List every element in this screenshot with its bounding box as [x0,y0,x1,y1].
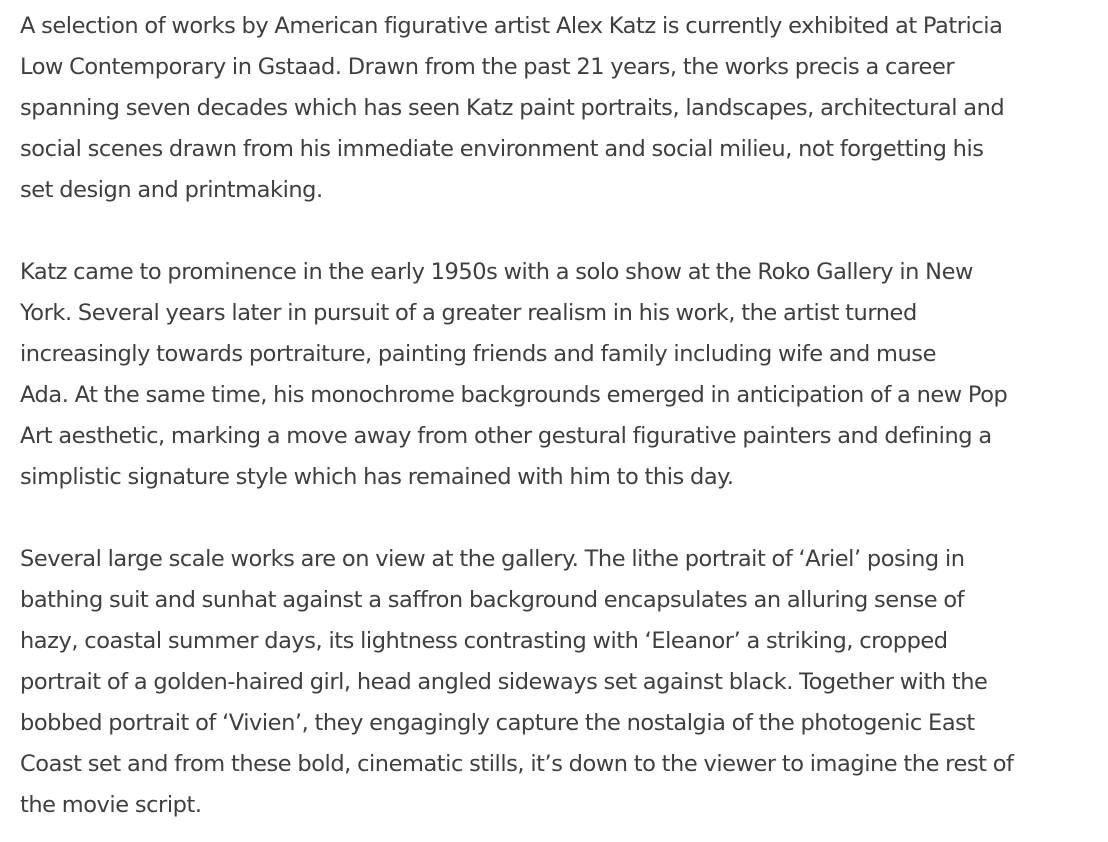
paragraph-line: simplistic signature style which has remained with him to this day. [20,464,734,490]
paragraph-line: Several large scale works are on view at the gallery. The lithe portrait of ‘Ariel’ posing in [20,546,965,572]
paragraph-line: Ada. At the same time, his monochrome backgrounds emerged in anticipation of a new Pop [20,382,1008,408]
paragraph-history [20,252,1098,498]
paragraph-line: Katz came to prominence in the early 1950s with a solo show at the Roko Gallery in New [20,259,973,285]
paragraph-works [20,539,1098,826]
paragraph-line: portrait of a golden-haired girl, head angled sideways set against black. Together with the [20,669,988,695]
paragraph-line: Art aesthetic, marking a move away from other gestural figurative painters and defining a [20,423,992,449]
paragraph-line: A selection of works by American figurative artist Alex Katz is currently exhibited at Patricia [20,13,1003,39]
paragraph-line: the movie script. [20,792,202,818]
paragraph-line: Low Contemporary in Gstaad. Drawn from the past 21 years, the works precis a career [20,54,955,80]
paragraph-line: set design and printmaking. [20,177,323,203]
paragraph-intro [20,6,1098,211]
paragraph-line: spanning seven decades which has seen Katz paint portraits, landscapes, architectural and [20,95,1005,121]
paragraph-line: bathing suit and sunhat against a saffron background encapsulates an alluring sense of [20,587,965,613]
paragraph-line: York. Several years later in pursuit of a greater realism in his work, the artist turned [20,300,917,326]
paragraph-line: social scenes drawn from his immediate environment and social milieu, not forgetting his [20,136,984,162]
article-body [20,6,1098,826]
paragraph-line: hazy, coastal summer days, its lightness contrasting with ‘Eleanor’ a striking, cropped [20,628,948,654]
paragraph-line: increasingly towards portraiture, painting friends and family including wife and muse [20,341,936,367]
paragraph-line: bobbed portrait of ‘Vivien’, they engagingly capture the nostalgia of the photogenic East [20,710,975,736]
paragraph-line: Coast set and from these bold, cinematic stills, it’s down to the viewer to imagine the rest of [20,751,1014,777]
